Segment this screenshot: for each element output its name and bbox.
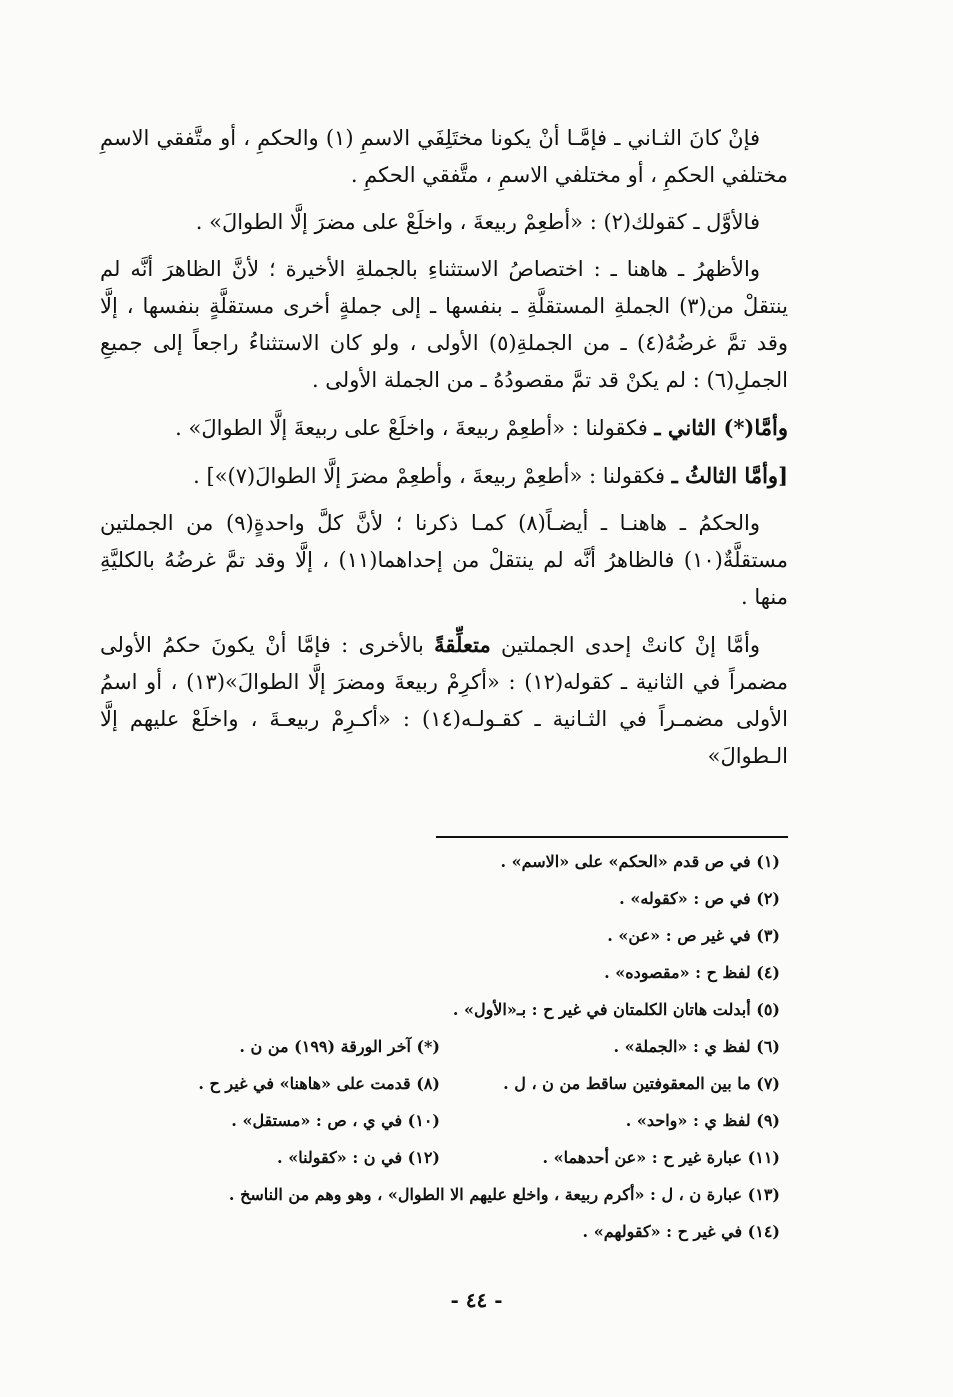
footnote-8: (٨) قدمت على «هاهنا» في غير ح . [198,1074,440,1093]
main-text [100,120,788,785]
paragraph-4-text: فكقولنا : «أطعِمْ ربيعةَ ، واخلَعْ على ربيعةَ إلَّا الطوالَ» . [175,416,655,440]
paragraph-5-bracket: [ [778,463,788,488]
paragraph-6: والحكمُ ـ هاهنـا ـ أيضـاً(٨) كمـا ذكرنا ؛ لأنَّ كلَّ واحدةٍ(٩) من الجملتين مستقلَّةٌ(١٠) فالظاهرُ أنَّه لم ينتقلْ من إحداهما(١١) ، إلَّا وقد تمَّ غرضُهُ بالكليَّةِ منها . [100,511,788,609]
footnote-10: (١٠) في ي ، ص : «مستقل» . [231,1111,440,1130]
paragraph-5-text: فكقولنا : «أطعِمْ ربيعةَ ، وأطعِمْ مضرَ إلَّا الطوالَ(٧)»] . [193,464,672,488]
footnote-row [100,917,780,954]
footnote-row [100,1213,780,1250]
footnote-row [100,1102,780,1139]
footnote-7: (٧) ما بين المعقوفتين ساقط من ن ، ل . [503,1074,780,1093]
footnote-row [100,880,780,917]
footnote-13: (١٣) عبارة ن ، ل : «أكرم ربيعة ، واخلع عليهم الا الطوال» ، وهو وهم من الناسخ . [228,1185,780,1204]
footnote-divider [436,836,788,838]
footnote-row [100,1139,780,1176]
paragraph-7 [100,626,788,775]
footnote-row [100,1065,780,1102]
footnote-row [100,1176,780,1213]
footnote-4: (٤) لفظ ح : «مقصوده» . [604,963,780,982]
paragraph-7-part-b: بالأخرى : فإمَّا أنْ يكونَ حكمُ الأولى مضمراً في الثانية ـ كقوله(١٢) : «أكرِمْ ربيعةَ ومضرَ إلَّا الطوالَ»(١٣) ، أو اسمُ الأولى مضمـراً في الثـانية ـ كقـولـه(١٤) : «أكـرِمْ ربيعـةَ ، واخلَعْ عليهم إلَّا الـطوالَ» [100,633,788,768]
footnote-5: (٥) أبدلت هاتان الكلمتان في غير ح : بـ«الأول» . [452,1000,780,1019]
footnote-9: (٩) لفظ ي : «واحد» . [625,1111,780,1130]
paragraph-3: والأظهرُ ـ هاهنا ـ : اختصاصُ الاستثناءِ بالجملةِ الأخيرة ؛ لأنَّ الظاهرَ أنَّه لم ينتقلْ من(٣) الجملةِ المستقلَّةِ ـ بنفسها ـ إلى جملةٍ أخرى مستقلَّةٍ بنفسها ، إلَّا وقد تمَّ غرضُهُ(٤) ـ من الجملةِ(٥) الأولى ، ولو كان الاستثناءُ راجعاً إلى جميعِ الجملِ(٦) : لم يكنْ قد تمَّ مقصودُهُ ـ من الجملة الأولى . [100,257,788,392]
footnote-row [100,843,780,880]
paragraph-1: فإنْ كانَ الثـاني ـ فإمَّـا أنْ يكونا مختَلِفَي الاسمِ (١) والحكمِ ، أو متَّفقي الاسمِ مختلفي الحكمِ ، أو مختلفي الاسمِ ، متَّفقي الحكمِ . [100,126,788,187]
paragraph-5 [100,457,788,495]
paragraph-4 [100,409,788,447]
footnote-3: (٣) في غير ص : «عن» . [607,926,780,945]
paragraph-7-part-a: وأمَّا إنْ كانتْ إحدى الجملتين [490,633,760,657]
paragraph-4-label: وأمَّا(*) الثاني ـ [654,415,788,440]
footnote-row [100,954,780,991]
paragraph-7-bold: متعلِّقةً [434,632,491,657]
footnotes [100,843,780,1250]
footnote-2: (٢) في ص : «كقوله» . [619,889,780,908]
paragraph-5-label: وأمَّا الثالثُ ـ [671,463,779,488]
footnote-12: (١٢) في ن : «كقولنا» . [277,1148,440,1167]
paragraph-2: فالأوَّل ـ كقولك(٢) : «أطعِمْ ربيعةَ ، واخلَعْ على مضرَ إلَّا الطوالَ» . [195,210,760,234]
footnote-1: (١) في ص قدم «الحكم» على «الاسم» . [500,852,780,871]
page-number: - ٤٤ - [450,1288,503,1312]
footnote-row [100,991,780,1028]
footnote-11: (١١) عبارة غير ح : «عن أحدهما» . [542,1148,780,1167]
footnote-14: (١٤) في غير ح : «كقولهم» . [582,1222,780,1241]
footnote-6: (٦) لفظ ي : «الجملة» . [613,1037,780,1056]
footnote-star: (*) آخر الورقة (١٩٩) من ن . [239,1037,440,1056]
footnote-row [100,1028,780,1065]
